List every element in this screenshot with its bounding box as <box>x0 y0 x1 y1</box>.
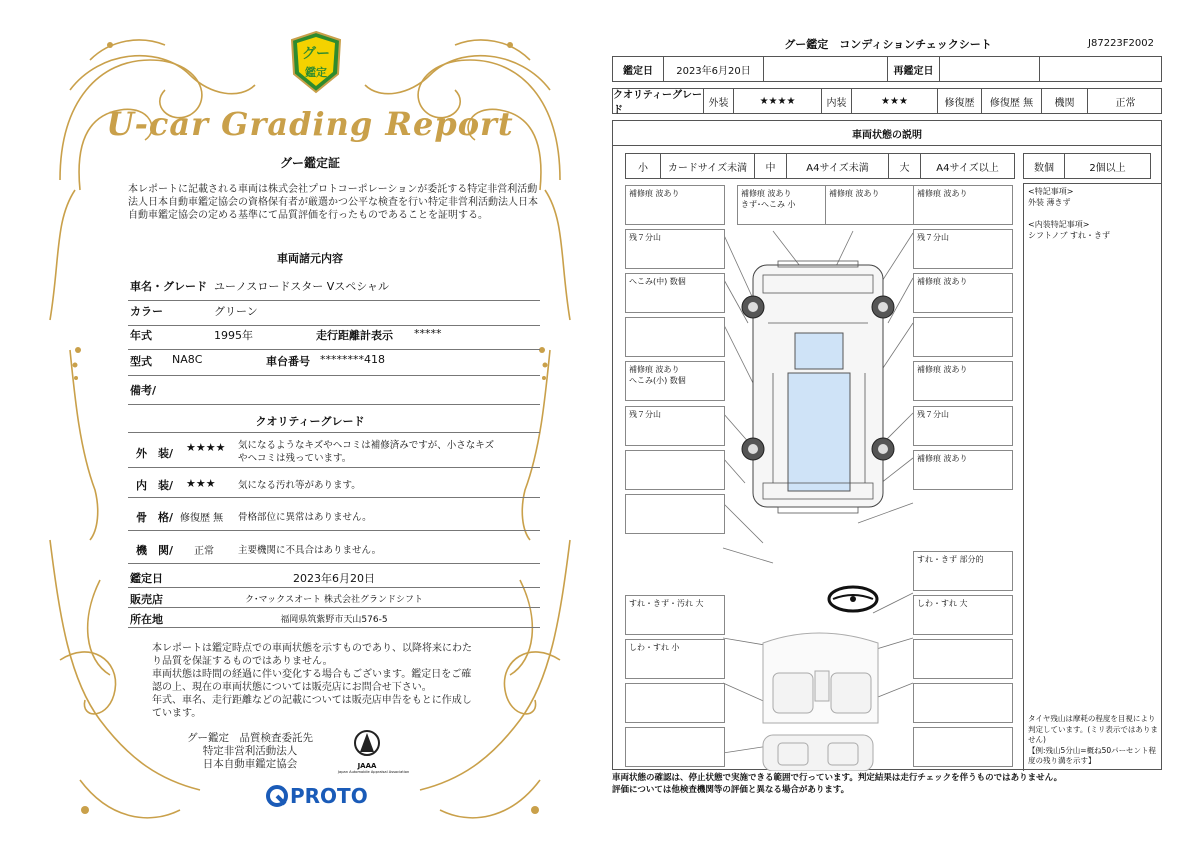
interior-note: 気になる汚れ等があります。 <box>238 480 361 491</box>
int-label: 内装 <box>821 89 851 113</box>
frame-value: 修復歴 無 <box>180 513 224 524</box>
legend-count-desc: 2個以上 <box>1064 154 1150 178</box>
engine-value: 正常 <box>1087 89 1163 113</box>
note-box-right-2: 残７分山 <box>913 229 1013 269</box>
engine-label: 機関 <box>1041 89 1087 113</box>
note-box-left-6: 残７分山 <box>625 406 725 446</box>
address-label: 所在地 <box>130 613 163 626</box>
note-box-top-1: 補修痕 波あり きず･へこみ 小 <box>737 185 837 225</box>
grade-title: クオリティーグレード <box>255 415 365 428</box>
note-box-left-1: 補修痕 波あり <box>625 185 725 225</box>
proto-logo <box>266 782 376 810</box>
jaaa-subtext: Japan Automobile Appraisal Association <box>338 770 410 774</box>
grade-row-exterior <box>128 432 540 468</box>
exterior-note: 気になるようなキズやヘコミは補修済みですが、小さなキズやヘコミは残っています。 <box>238 440 495 464</box>
count-legend <box>1023 153 1151 179</box>
specs-title: 車両諸元内容 <box>277 252 343 265</box>
note-box-steering: すれ・きず 部分的 <box>913 551 1013 591</box>
year-label: 年式 <box>130 329 152 342</box>
engine-label: 機 関/ <box>136 544 174 557</box>
note-box-left-3: へこみ(中) 数個 <box>625 273 725 313</box>
special-notes: <特記事項> 外装 薄きず <内装特記事項> シフトノブ すれ・きず <box>1028 187 1111 240</box>
sheet-grade-label: クオリティーグレード <box>613 90 702 116</box>
mileage-value: ***** <box>414 327 442 340</box>
model-value: NA8C <box>172 353 203 366</box>
mileage-label: 走行距離計表示 <box>316 329 393 342</box>
note-box-right-6: 残７分山 <box>913 406 1013 446</box>
size-legend <box>625 153 1015 179</box>
goo-badge-logo <box>288 30 344 94</box>
frame-label: 骨 格/ <box>136 511 174 524</box>
dealer-label: 販売店 <box>130 593 163 606</box>
grading-certificate <box>40 20 580 835</box>
notes-column <box>1023 183 1161 771</box>
committee: グー鑑定 品質検査委託先 特定非営利活動法人 日本自動車鑑定協会 <box>187 732 313 770</box>
proto-mark-icon <box>266 785 288 807</box>
exterior-label: 外 装/ <box>136 447 174 460</box>
chassis-value: ********418 <box>320 353 385 366</box>
note-box-left-2: 残７分山 <box>625 229 725 269</box>
sheet-title: グー鑑定 コンディションチェックシート <box>784 38 992 51</box>
info-row-date <box>128 567 540 588</box>
note-box-top-2: 補修痕 波あり <box>825 185 925 225</box>
date-row <box>612 56 1162 82</box>
note-box-left-4 <box>625 317 725 357</box>
info-row-address <box>128 608 540 628</box>
repair-value: 修復歴 無 <box>981 89 1041 113</box>
condition-panel <box>612 120 1162 770</box>
legend-mid: 中 <box>754 154 786 178</box>
condition-check-sheet <box>612 30 1164 800</box>
color-label: カラー <box>130 305 163 318</box>
note-box-int-left-4 <box>625 727 725 767</box>
name-label: 車名・グレード <box>130 280 207 293</box>
sheet-date-label: 鑑定日 <box>623 65 653 77</box>
legend-small-desc: カードサイズ未満 <box>660 154 754 178</box>
sheet-date-value: 2023年6月20日 <box>663 57 763 81</box>
ext-value: ★★★★ <box>733 89 821 113</box>
legend-large-desc: A4サイズ以上 <box>920 154 1014 178</box>
note-box-right-3: 補修痕 波あり <box>913 273 1013 313</box>
svg-text:グー: グー <box>302 46 330 62</box>
spec-row-year <box>128 327 540 350</box>
spec-row-model <box>128 353 540 376</box>
date-label: 鑑定日 <box>130 572 163 585</box>
svg-text:鑑定: 鑑定 <box>305 66 327 79</box>
steering-wheel-icon <box>829 587 877 611</box>
engine-note: 主要機関に不具合はありません。 <box>238 545 382 556</box>
date-blank <box>763 57 887 81</box>
address-value: 福岡県筑紫野市天山576-5 <box>280 615 388 625</box>
redate-blank <box>1039 57 1163 81</box>
legend-count: 数個 <box>1034 162 1054 174</box>
note-box-int-left-3 <box>625 683 725 723</box>
sheet-code: J87223F2002 <box>1088 38 1154 49</box>
date-value: 2023年6月20日 <box>293 572 375 585</box>
spec-row-name <box>128 278 540 301</box>
certificate-intro: 本レポートに記載される車両は株式会社プロトコーポレーションが委託する特定非営利活動法人日本自動車鑑定協会の資格保有者が厳選かつ公平な検査を行い特定非営利活動法人日本自動車鑑定協会の定める基準にて品質評価を行ったものであることを証明する。 <box>128 184 538 221</box>
info-row-dealer <box>128 588 540 608</box>
redate-label: 再鑑定日 <box>887 57 939 81</box>
note-box-int-right-3 <box>913 683 1013 723</box>
legend-small: 小 <box>638 162 648 174</box>
engine-value: 正常 <box>194 546 214 557</box>
banner-title: U-car Grading Report <box>106 105 514 143</box>
jaaa-emblem-icon <box>352 728 382 758</box>
sheet-footer: 車両状態の確認は、停止状態で実施できる範囲で行っています。判定結果は走行チェックを伴うものではありません。 評価については他検査機関等の評価と異なる場合があります。 <box>612 773 1063 795</box>
legend-mid-desc: A4サイズ未満 <box>786 154 888 178</box>
note-box-int-left-1: すれ・きず・汚れ 大 <box>625 595 725 635</box>
section-title: 車両状態の説明 <box>613 121 1161 146</box>
note-box-right-4 <box>913 317 1013 357</box>
grade-row-interior <box>128 469 540 498</box>
ext-label: 外装 <box>703 89 733 113</box>
chassis-label: 車台番号 <box>266 355 310 368</box>
exterior-stars: ★★★★ <box>186 441 226 454</box>
note-box-right-1: 補修痕 波あり <box>913 185 1013 225</box>
jaaa-logo <box>338 728 410 782</box>
redate-value <box>939 57 1039 81</box>
spec-row-color <box>128 303 540 326</box>
note-box-int-right-2 <box>913 639 1013 679</box>
model-label: 型式 <box>130 355 152 368</box>
dealer-value: ク･マックスオート 株式会社グランドシフト <box>245 595 423 605</box>
note-box-right-7: 補修痕 波あり <box>913 450 1013 490</box>
note-box-left-8 <box>625 494 725 534</box>
note-box-int-right-1: しわ・すれ 大 <box>913 595 1013 635</box>
spec-row-remarks <box>128 378 540 405</box>
grade-row-engine <box>128 533 540 564</box>
name-value: ユーノスロードスター Vスペシャル <box>214 280 390 293</box>
tire-note: タイヤ残山は摩耗の程度を目視により判定しています。(ミリ表示ではありません) 【例:残山5分山=概ね50パーセント程度の残り溝を示す】 <box>1028 714 1158 765</box>
note-box-left-5: 補修痕 波あり へこみ(小) 数個 <box>625 361 725 401</box>
grade-row <box>612 88 1162 114</box>
note-box-int-left-2: しわ・すれ 小 <box>625 639 725 679</box>
remarks-label: 備考/ <box>130 384 157 397</box>
jaaa-text: JAAA <box>357 762 377 770</box>
repair-label: 修復歴 <box>937 89 981 113</box>
interior-stars: ★★★ <box>186 477 216 490</box>
frame-note: 骨格部位に異常はありません。 <box>238 512 372 523</box>
note-box-left-7 <box>625 450 725 490</box>
year-value: 1995年 <box>214 329 253 342</box>
proto-text: PROTO <box>290 784 368 808</box>
disclaimer: 本レポートは鑑定時点での車両状態を示すものであり、以降将来にわたり品質を保証するものではありません。 車両状態は時間の経過に伴い変化する場合もございます。鑑定日をご確認の上、現在の車両状態については販売店にお問合せ下さい。 年式、車名、走行距離などの記載については販売店申告をもとに作成しています。 <box>152 643 472 719</box>
interior-label: 内 装/ <box>136 479 174 492</box>
int-value: ★★★ <box>851 89 937 113</box>
note-box-int-right-4 <box>913 727 1013 767</box>
grade-row-frame <box>128 500 540 531</box>
note-box-right-5: 補修痕 波あり <box>913 361 1013 401</box>
color-value: グリーン <box>214 305 258 318</box>
certificate-heading: グー鑑定証 <box>279 156 340 170</box>
legend-large: 大 <box>888 154 920 178</box>
